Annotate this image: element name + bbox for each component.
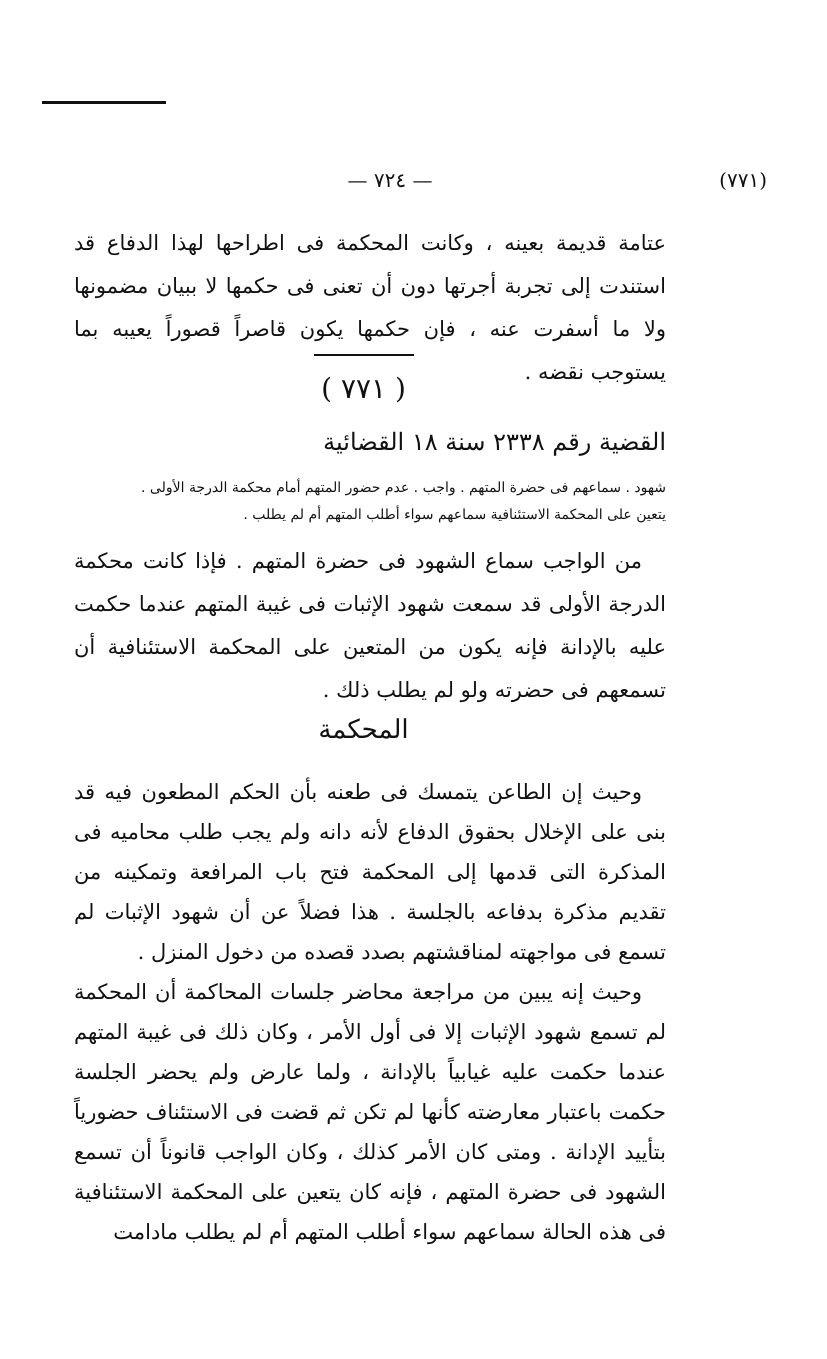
case-title: القضية رقم ٢٣٣٨ سنة ١٨ القضائية — [323, 428, 666, 456]
court-heading: المحكمة — [318, 715, 409, 745]
body-paragraph-2: وحيث إنه يبين من مراجعة محاضر جلسات المحاكمة أن المحكمة لم تسمع شهود الإثبات إلا فى أول الأمر ، وكان ذلك فى غيبة المتهم عندما حكمت عليه غيابياً بالإدانة ، ولما عارض ولم يحضر الجلسة حكمت باعتبار معارضته كأنها لم تكن ثم قضت فى الاستئناف حضورياً بتأييد الإدانة . ومتى كان الأمر كذلك ، وكان الواجب قانوناً أن تسمع الشهود فى حضرة المتهم ، فإنه كان يتعين على المحكمة الاستئنافية فى هذه الحالة سماعهم سواء أطلب المتهم أم لم يطلب مادامت — [74, 980, 666, 1244]
judgment-body — [74, 772, 666, 1252]
case-keywords — [74, 475, 666, 529]
corner-rule — [42, 101, 166, 104]
body-paragraph-1: وحيث إن الطاعن يتمسك فى طعنه بأن الحكم المطعون فيه قد بنى على الإخلال بحقوق الدفاع لأنه دانه ولم يجب طلب محاميه فى المذكرة التى قدمها إلى المحكمة فتح باب المرافعة وتمكينه من تقديم مذكرة بدفاعه بالجلسة . هذا فضلاً عن أن شهود الإثبات لم تسمع فى مواجهته لمناقشتهم بصدد قصده من دخول المنزل . — [74, 780, 666, 964]
keyword-line-2: يتعين على المحكمة الاستئنافية سماعهم سواء أطلب المتهم أم لم يطلب . — [243, 507, 666, 523]
carry-over-text: عتامة قديمة بعينه ، وكانت المحكمة فى اطراحها لهذا الدفاع قد استندت إلى تجربة أجرتها دون أن تعنى فى حكمها لا ببيان مضمونها ولا ما أسفرت عنه ، فإن حكمها يكون قاصراً قصوراً يعيبه بما يستوجب نقضه . — [74, 231, 666, 384]
case-number-heading: ( ٧٧١ ) — [321, 372, 406, 405]
page-header — [60, 168, 767, 198]
principle-text: من الواجب سماع الشهود فى حضرة المتهم . فإذا كانت محكمة الدرجة الأولى قد سمعت شهود الإثبات فى غيبة المتهم عندما حكمت عليه بالإدانة فإنه يكون من المتعين على المحكمة الاستئنافية أن تسمعهم فى حضرته ولو لم يطلب ذلك . — [74, 549, 666, 702]
carry-over-paragraph — [74, 222, 666, 394]
section-separator — [314, 354, 414, 356]
page-number: — ٧٢٤ — — [347, 168, 433, 192]
legal-principle — [74, 540, 666, 712]
keyword-line-1: شهود . سماعهم فى حضرة المتهم . واجب . عدم حضور المتهم أمام محكمة الدرجة الأولى . — [141, 480, 666, 496]
running-case-reference: (٧٧١) — [719, 168, 767, 192]
